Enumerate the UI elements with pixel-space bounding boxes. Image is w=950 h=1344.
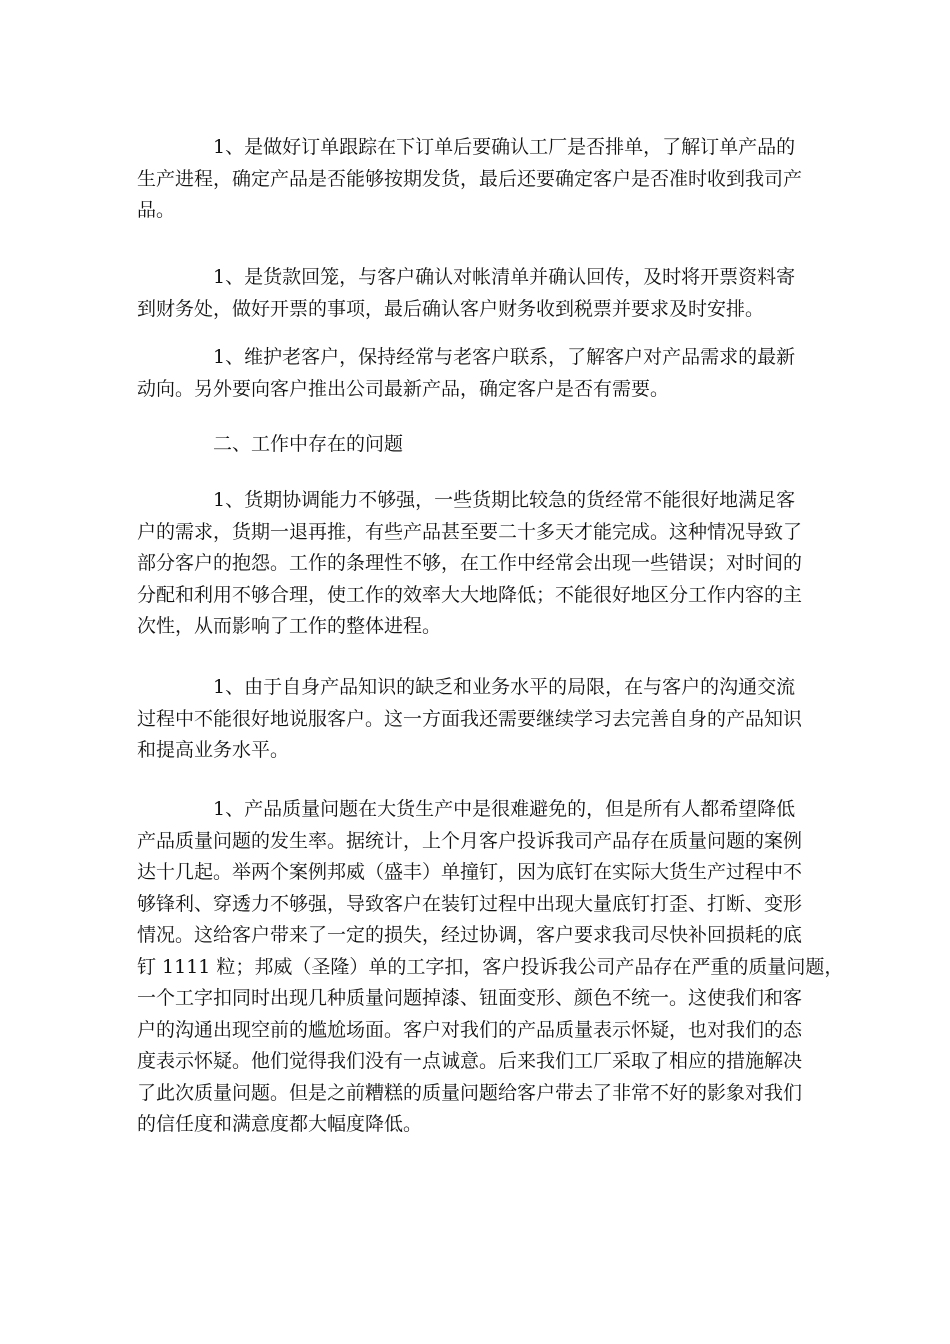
text-line: 分配和利用不够合理，使工作的效率大大地降低；不能很好地区分工作内容的主 <box>137 583 803 606</box>
paragraph-product-knowledge <box>137 672 802 767</box>
text-line: 的信任度和满意度都大幅度降低。 <box>137 1113 423 1135</box>
text-line: 度表示怀疑。他们觉得我们没有一点诚意。后来我们工厂采取了相应的措施解决 <box>137 1050 803 1072</box>
text-line: 1、维护老客户，保持经常与老客户联系，了解客户对产品需求的最新 <box>213 346 796 368</box>
text-line: 一个工字扣同时出现几种质量问题掉漆、钮面变形、颜色不统一。这使我们和客 <box>137 987 803 1009</box>
text-line: 次性，从而影响了工作的整体进程。 <box>137 615 442 637</box>
text-line: 动向。另外要向客户推出公司最新产品，确定客户是否有需要。 <box>137 377 670 400</box>
text-line: 达十几起。举两个案例邦威（盛丰）单撞钉，因为底钉在实际大货生产过程中不 <box>137 861 803 883</box>
text-line: 钉 1111 粒；邦威（圣隆）单的工字扣，客户投诉我公司产品存在严重的质量问题， <box>137 955 844 978</box>
text-line: 生产进程，确定产品是否能够按期发货，最后还要确定客户是否准时收到我司产 <box>137 167 803 190</box>
text-line: 情况。这给客户带来了一定的损失，经过协调，客户要求我司尽快补回损耗的底 <box>137 924 803 946</box>
text-line: 了此次质量问题。但是之前糟糕的质量问题给客户带去了非常不好的影象对我们 <box>137 1081 803 1104</box>
text-line: 产品质量问题的发生率。据统计，上个月客户投诉我司产品存在质量问题的案例 <box>137 829 803 852</box>
text-line: 部分客户的抱怨。工作的条理性不够，在工作中经常会出现一些错误；对时间的 <box>137 552 803 574</box>
text-line: 1、货期协调能力不够强，一些货期比较急的货经常不能很好地满足客 <box>213 489 796 511</box>
paragraph-delivery-coordination <box>137 485 802 643</box>
text-line: 1、产品质量问题在大货生产中是很难避免的，但是所有人都希望降低 <box>213 798 796 820</box>
text-line: 过程中不能很好地说服客户。这一方面我还需要继续学习去完善自身的产品知识 <box>137 707 803 730</box>
text-line: 品。 <box>137 199 176 221</box>
paragraph-quality-issues <box>137 794 843 1141</box>
text-line: 户的需求，货期一退再推，有些产品甚至要二十多天才能完成。这种情况导致了 <box>137 520 803 543</box>
text-line: 1、是货款回笼，与客户确认对帐清单并确认回传，及时将开票资料寄 <box>213 266 796 288</box>
heading-text: 二、工作中存在的问题 <box>213 433 404 455</box>
text-line: 和提高业务水平。 <box>137 739 290 761</box>
text-line: 到财务处，做好开票的事项，最后确认客户财务收到税票并要求及时安排。 <box>137 297 765 320</box>
paragraph-maintain-customers <box>137 342 795 405</box>
paragraph-payment-collection <box>137 262 795 325</box>
section-heading <box>137 429 403 461</box>
paragraph-order-tracking <box>137 132 802 227</box>
text-line: 够锋利、穿透力不够强，导致客户在装钉过程中出现大量底钉打歪、打断、变形 <box>137 892 803 915</box>
text-line: 1、由于自身产品知识的缺乏和业务水平的局限，在与客户的沟通交流 <box>213 676 796 698</box>
text-line: 1、是做好订单跟踪在下订单后要确认工厂是否排单，了解订单产品的 <box>213 136 796 158</box>
text-line: 户的沟通出现空前的尴尬场面。客户对我们的产品质量表示怀疑，也对我们的态 <box>137 1018 803 1041</box>
